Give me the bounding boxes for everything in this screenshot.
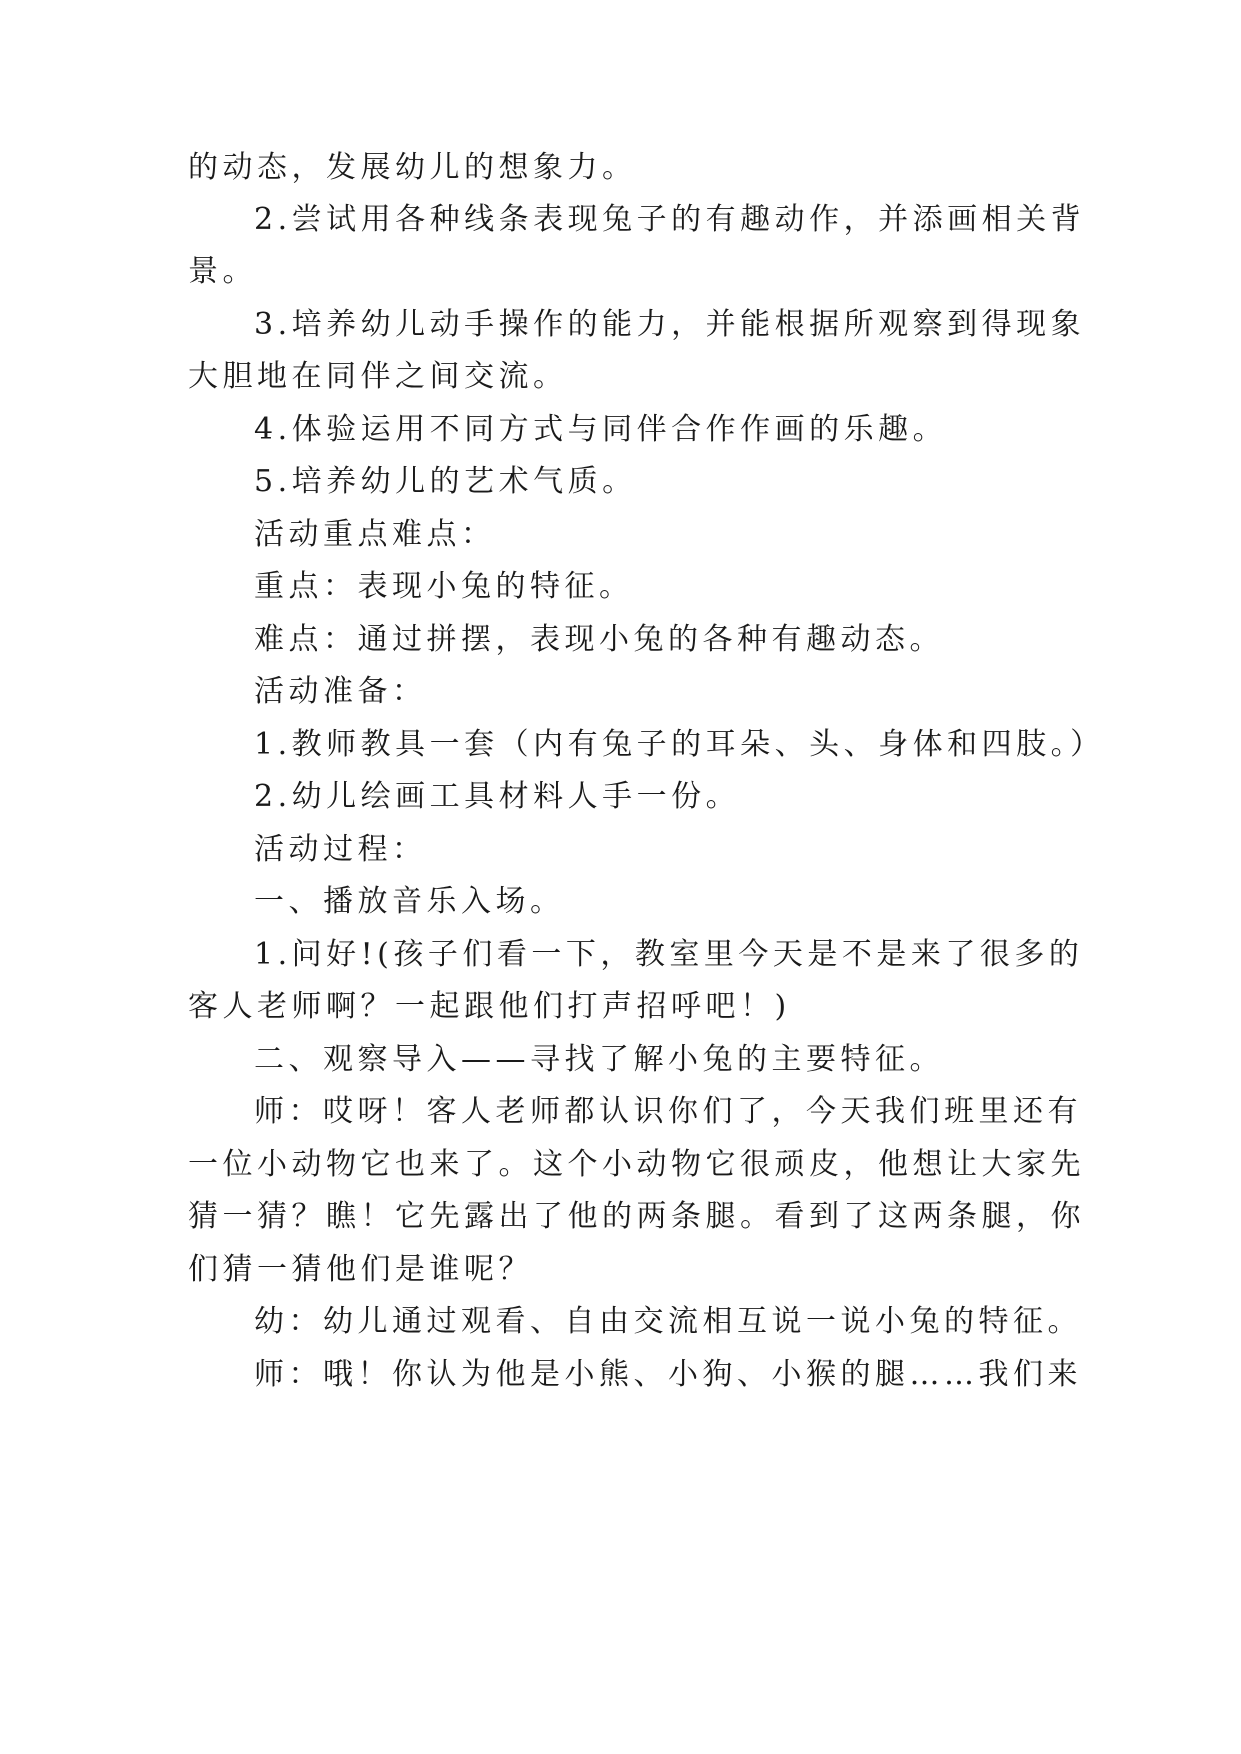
section-heading-key-points: 活动重点难点： [254,517,496,552]
text-line-19: 师：哎呀！客人老师都认识你们了，今天我们班里还有 [254,1094,1082,1129]
text-line-17: 客人老师啊？一起跟他们打声招呼吧！) [188,989,791,1024]
text-line-24: 师：哦！你认为他是小熊、小狗、小猴的腿……我们来 [254,1357,1082,1392]
text-line-1: 的动态，发展幼儿的想象力。 [188,150,637,185]
text-line-18: 二、观察导入——寻找了解小兔的主要特征。 [254,1042,944,1077]
text-line-4: 3.培养幼儿动手操作的能力，并能根据所观察到得现象 [254,307,1086,342]
text-line-15: 一、播放音乐入场。 [254,884,565,919]
text-line-20: 一位小动物它也来了。这个小动物它很顽皮，他想让大家先 [188,1147,1085,1182]
section-heading-preparation: 活动准备： [254,674,427,709]
text-line-2: 2.尝试用各种线条表现兔子的有趣动作，并添画相关背 [254,202,1086,237]
text-line-9: 重点：表现小兔的特征。 [254,569,634,604]
text-line-21: 猜一猜？瞧！它先露出了他的两条腿。看到了这两条腿，你 [188,1199,1085,1234]
text-line-7: 5.培养幼儿的艺术气质。 [254,464,637,499]
text-line-22: 们猜一猜他们是谁呢？ [188,1252,533,1287]
text-line-16: 1.问好!(孩子们看一下，教室里今天是不是来了很多的 [254,937,1084,972]
text-line-23: 幼：幼儿通过观看、自由交流相互说一说小兔的特征。 [254,1304,1082,1339]
text-line-13: 2.幼儿绘画工具材料人手一份。 [254,779,741,814]
text-line-6: 4.体验运用不同方式与同伴合作作画的乐趣。 [254,412,948,447]
text-line-10: 难点：通过拼摆，表现小兔的各种有趣动态。 [254,622,944,657]
section-heading-process: 活动过程： [254,832,427,867]
text-line-5: 大胆地在同伴之间交流。 [188,359,568,394]
text-line-12: 1.教师教具一套（内有兔子的耳朵、头、身体和四肢。） [254,727,1105,762]
text-line-3: 景。 [188,254,257,289]
